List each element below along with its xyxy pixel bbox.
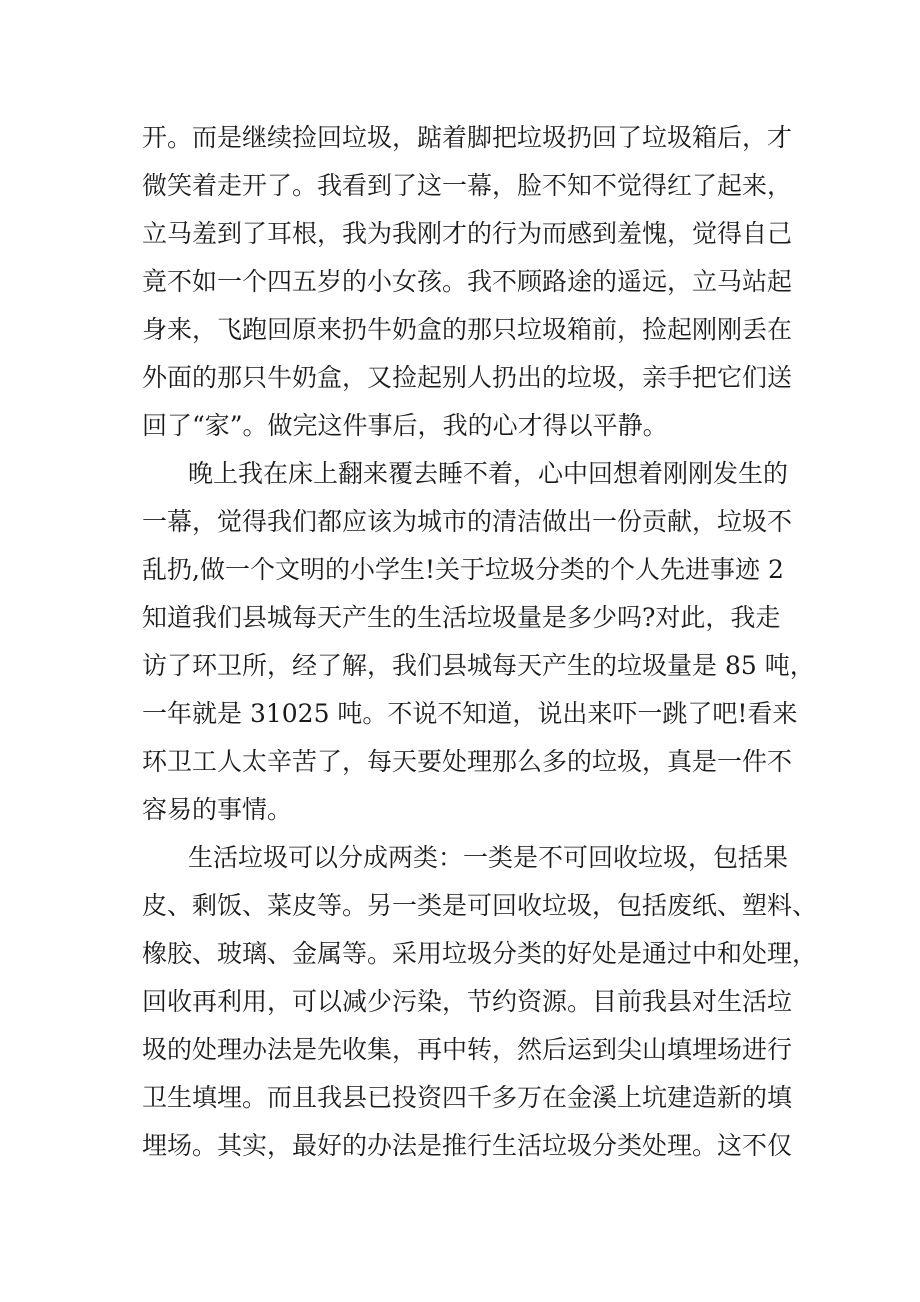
paragraph-1 xyxy=(142,114,802,450)
text-line: 一年就是 31025 吨。不说不知道，说出来吓一跳了吧!看来 xyxy=(142,699,798,728)
document-body xyxy=(142,114,818,1170)
text-line: 环卫工人太辛苦了，每天要处理那么多的垃圾，真是一件不 xyxy=(142,747,793,776)
text-line: 立马羞到了耳根，我为我刚才的行为而感到羞愧，觉得自己 xyxy=(142,219,793,248)
text-line: 竟不如一个四五岁的小女孩。我不顾路途的遥远，立马站起 xyxy=(142,267,793,296)
text-line: 晚上我在床上翻来覆去睡不着，心中回想着刚刚发生的 xyxy=(188,459,789,488)
text-line: 一幕，觉得我们都应该为城市的清洁做出一份贡献，垃圾不 xyxy=(142,507,793,536)
text-line: 卫生填埋。而且我县已投资四千多万在金溪上坑建造新的填 xyxy=(142,1083,793,1112)
text-line: 微笑着走开了。我看到了这一幕，脸不知不觉得红了起来， xyxy=(142,171,793,200)
text-line: 身来，飞跑回原来扔牛奶盒的那只垃圾箱前，捡起刚刚丢在 xyxy=(142,315,793,344)
text-line: 圾的处理办法是先收集，再中转，然后运到尖山填埋场进行 xyxy=(142,1035,793,1064)
text-line: 容易的事情。 xyxy=(142,795,293,824)
text-line: 乱扔,做一个文明的小学生!关于垃圾分类的个人先进事迹 2 xyxy=(142,555,784,584)
text-line: 知道我们县城每天产生的生活垃圾量是多少吗?对此，我走 xyxy=(142,603,781,632)
text-line: 回了“家”。做完这件事后，我的心才得以平静。 xyxy=(142,411,668,440)
text-line: 回收再利用，可以减少污染，节约资源。目前我县对生活垃 xyxy=(142,987,793,1016)
text-line: 埋场。其实，最好的办法是推行生活垃圾分类处理。这不仅 xyxy=(142,1131,793,1160)
paragraph-2 xyxy=(142,450,815,834)
text-line: 皮、剩饭、菜皮等。另一类是可回收垃圾，包括废纸、塑料、 xyxy=(142,891,818,920)
text-line: 访了环卫所，经了解，我们县城每天产生的垃圾量是 85 吨， xyxy=(142,651,815,680)
text-line: 橡胶、玻璃、金属等。采用垃圾分类的好处是通过中和处理， xyxy=(142,939,818,968)
text-line: 开。而是继续捡回垃圾，踮着脚把垃圾扔回了垃圾箱后，才 xyxy=(142,123,793,152)
text-line: 生活垃圾可以分成两类：一类是不可回收垃圾，包括果 xyxy=(188,843,789,872)
paragraph-3 xyxy=(142,834,818,1170)
text-line: 外面的那只牛奶盒，又捡起别人扔出的垃圾，亲手把它们送 xyxy=(142,363,793,392)
